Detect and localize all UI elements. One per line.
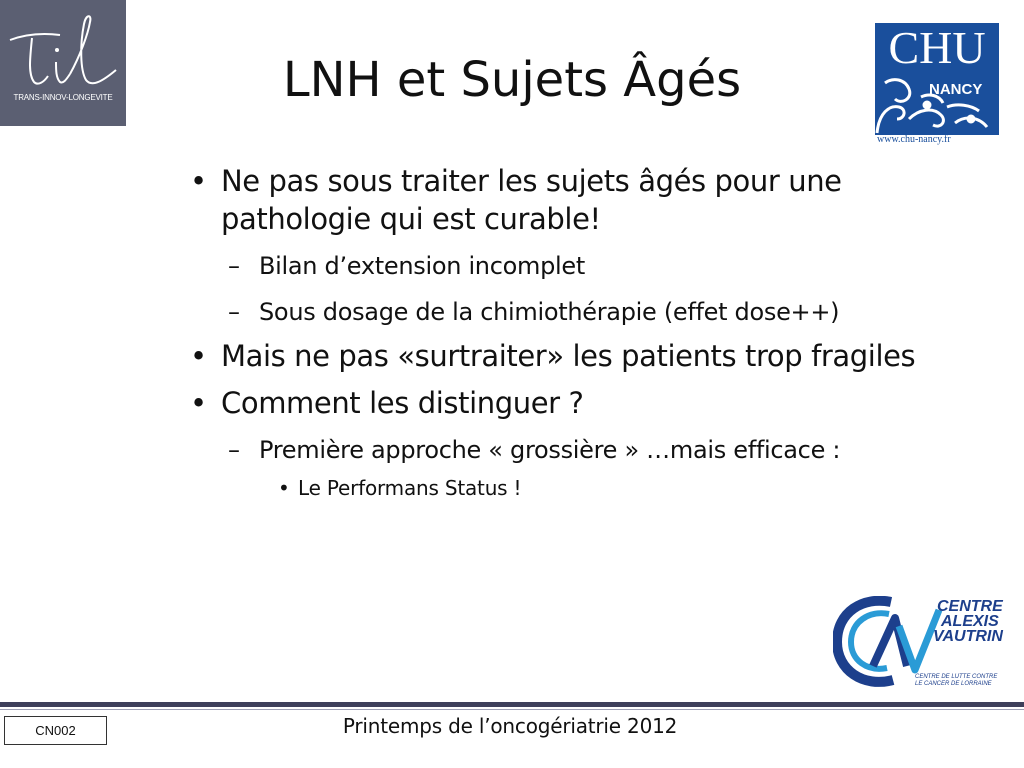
sub-bullet-item: [190, 296, 980, 328]
bullet-text: Mais ne pas «surtraiter» les patients trop fragiles: [221, 339, 916, 373]
footer-text: Printemps de l’oncogériatrie 2012: [342, 714, 678, 738]
cav-logo-subtitle: [915, 674, 997, 688]
dash-icon: –: [228, 252, 240, 280]
til-logo-caption: TRANS-INNOV-LONGEVITE: [13, 93, 113, 102]
sub-sub-bullet-item: [190, 474, 980, 502]
chu-logo-box: [875, 23, 999, 135]
sub-sub-bullet-text: Le Performans Status !: [298, 476, 522, 500]
sub-bullet-item: [190, 434, 980, 466]
chu-logo-url: www.chu-nancy.fr: [877, 134, 951, 145]
slide-code-label: CN002: [4, 716, 107, 745]
cav-line-3: VAUTRIN: [933, 628, 1003, 645]
bullet-item: [190, 162, 980, 238]
bullet-list: [190, 162, 980, 502]
sub-bullet-text: Première approche « grossière » …mais efficace :: [259, 436, 841, 464]
sub-bullet-text: Bilan d’extension incomplet: [259, 252, 585, 280]
cav-logo-name: [933, 598, 1003, 645]
sub-bullet-text: Sous dosage de la chimiothérapie (effet dose++): [259, 298, 840, 326]
footer-divider-thin: [0, 709, 1024, 710]
chu-nancy-logo: [875, 23, 999, 148]
cav-line-1: CENTRE: [937, 598, 1003, 615]
chu-logo-name: CHU: [888, 23, 986, 73]
cav-subtitle-1: CENTRE DE LUTTE CONTRE: [915, 674, 998, 680]
chu-logo-city: NANCY: [929, 81, 983, 98]
bullet-icon: •: [190, 339, 207, 373]
bullet-icon: •: [278, 476, 290, 500]
dash-icon: –: [228, 436, 240, 464]
sub-bullet-item: [190, 250, 980, 282]
footer-divider: [0, 702, 1024, 707]
slide-title: LNH et Sujets Âgés: [282, 52, 742, 108]
cav-subtitle-2: LE CANCER DE LORRAINE: [915, 681, 992, 687]
bullet-icon: •: [190, 386, 207, 420]
bullet-item: [190, 384, 980, 422]
cav-line-2: ALEXIS: [941, 613, 999, 630]
bullet-text: Ne pas sous traiter les sujets âgés pour une pathologie qui est curable!: [221, 164, 842, 236]
dash-icon: –: [228, 298, 240, 326]
centre-alexis-vautrin-logo: [833, 596, 1013, 691]
stanislas-gate-icon: [875, 23, 999, 135]
bullet-text: Comment les distinguer ?: [221, 386, 584, 420]
bullet-item: [190, 337, 980, 375]
bullet-icon: •: [190, 164, 207, 198]
